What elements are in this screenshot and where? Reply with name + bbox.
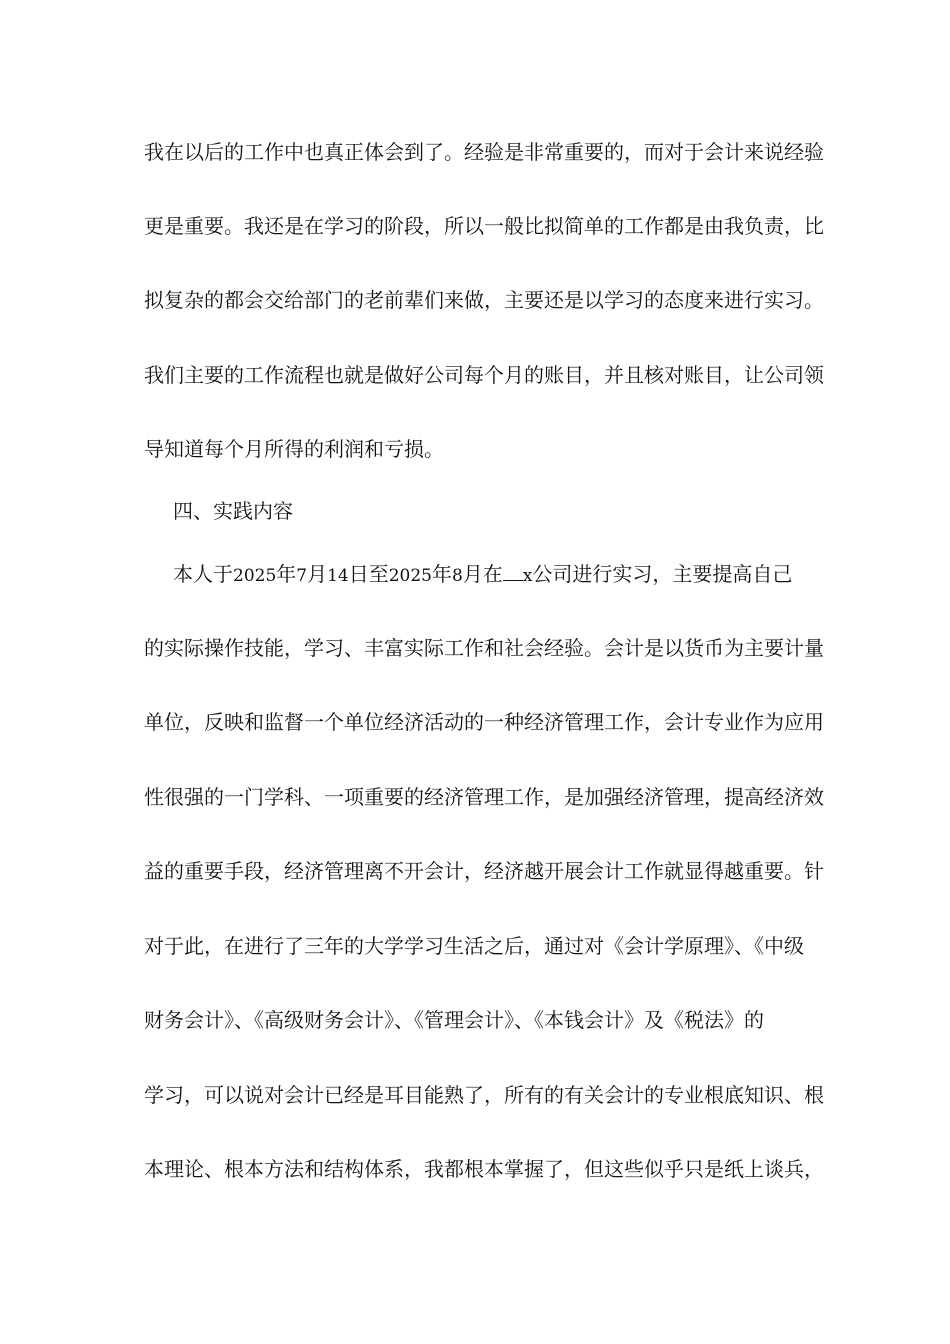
intro-month: 7 [296, 566, 308, 586]
paragraph-line: 本理论、根本方法和结构体系，我都根本掌握了，但这些似乎只是纸上谈兵， [144, 1157, 824, 1181]
intro-day: 14 [327, 566, 349, 586]
paragraph-line: 更是重要。我还是在学习的阶段，所以一般比拟简单的工作都是由我负责，比 [144, 214, 824, 238]
intro-year: 2025 [388, 566, 432, 586]
intro-year: 2025 [233, 566, 277, 586]
section-heading: 四、实践内容 [173, 499, 293, 523]
intro-text: 月在 [462, 562, 503, 586]
intro-text: 年 [276, 562, 297, 586]
intro-text: 月 [307, 562, 328, 586]
intro-text: 日至 [348, 562, 389, 586]
paragraph-line: 导知道每个月所得的利润和亏损。 [144, 437, 444, 461]
paragraph-line: 益的重要手段，经济管理离不开会计，经济越开展会计工作就显得越重要。针 [144, 859, 824, 883]
paragraph-line: 学习，可以说对会计已经是耳目能熟了，所有的有关会计的专业根底知识、根 [144, 1083, 824, 1107]
paragraph-line: 我在以后的工作中也真正体会到了。经验是非常重要的，而对于会计来说经验 [144, 140, 824, 164]
intro-month: 8 [452, 566, 463, 586]
paragraph-line: 我们主要的工作流程也就是做好公司每个月的账目，并且核对账目，让公司领 [144, 363, 824, 387]
intro-text: 公司进行实习，主要提高自己 [532, 562, 793, 586]
paragraph-line: 的实际操作技能，学习、丰富实际工作和社会经验。会计是以货币为主要计量 [144, 636, 824, 660]
company-placeholder: x [522, 566, 533, 586]
paragraph-line: 拟复杂的都会交给部门的老前辈们来做，主要还是以学习的态度来进行实习。 [144, 288, 824, 312]
paragraph-line: 对于此，在进行了三年的大学学习生活之后，通过对《会计学原理》、《中级 [144, 934, 804, 958]
paragraph-line: 单位，反映和监督一个单位经济活动的一种经济管理工作，会计专业作为应用 [144, 710, 824, 734]
blank-underline [503, 562, 523, 581]
paragraph-first-line [173, 559, 853, 589]
intro-text: 年 [432, 562, 452, 586]
paragraph-line: 性很强的一门学科、一项重要的经济管理工作，是加强经济管理，提高经济效 [144, 785, 824, 809]
paragraph-line: 财务会计》、《高级财务会计》、《管理会计》、《本钱会计》及《税法》的 [144, 1008, 764, 1032]
intro-text: 本人于 [173, 562, 233, 586]
